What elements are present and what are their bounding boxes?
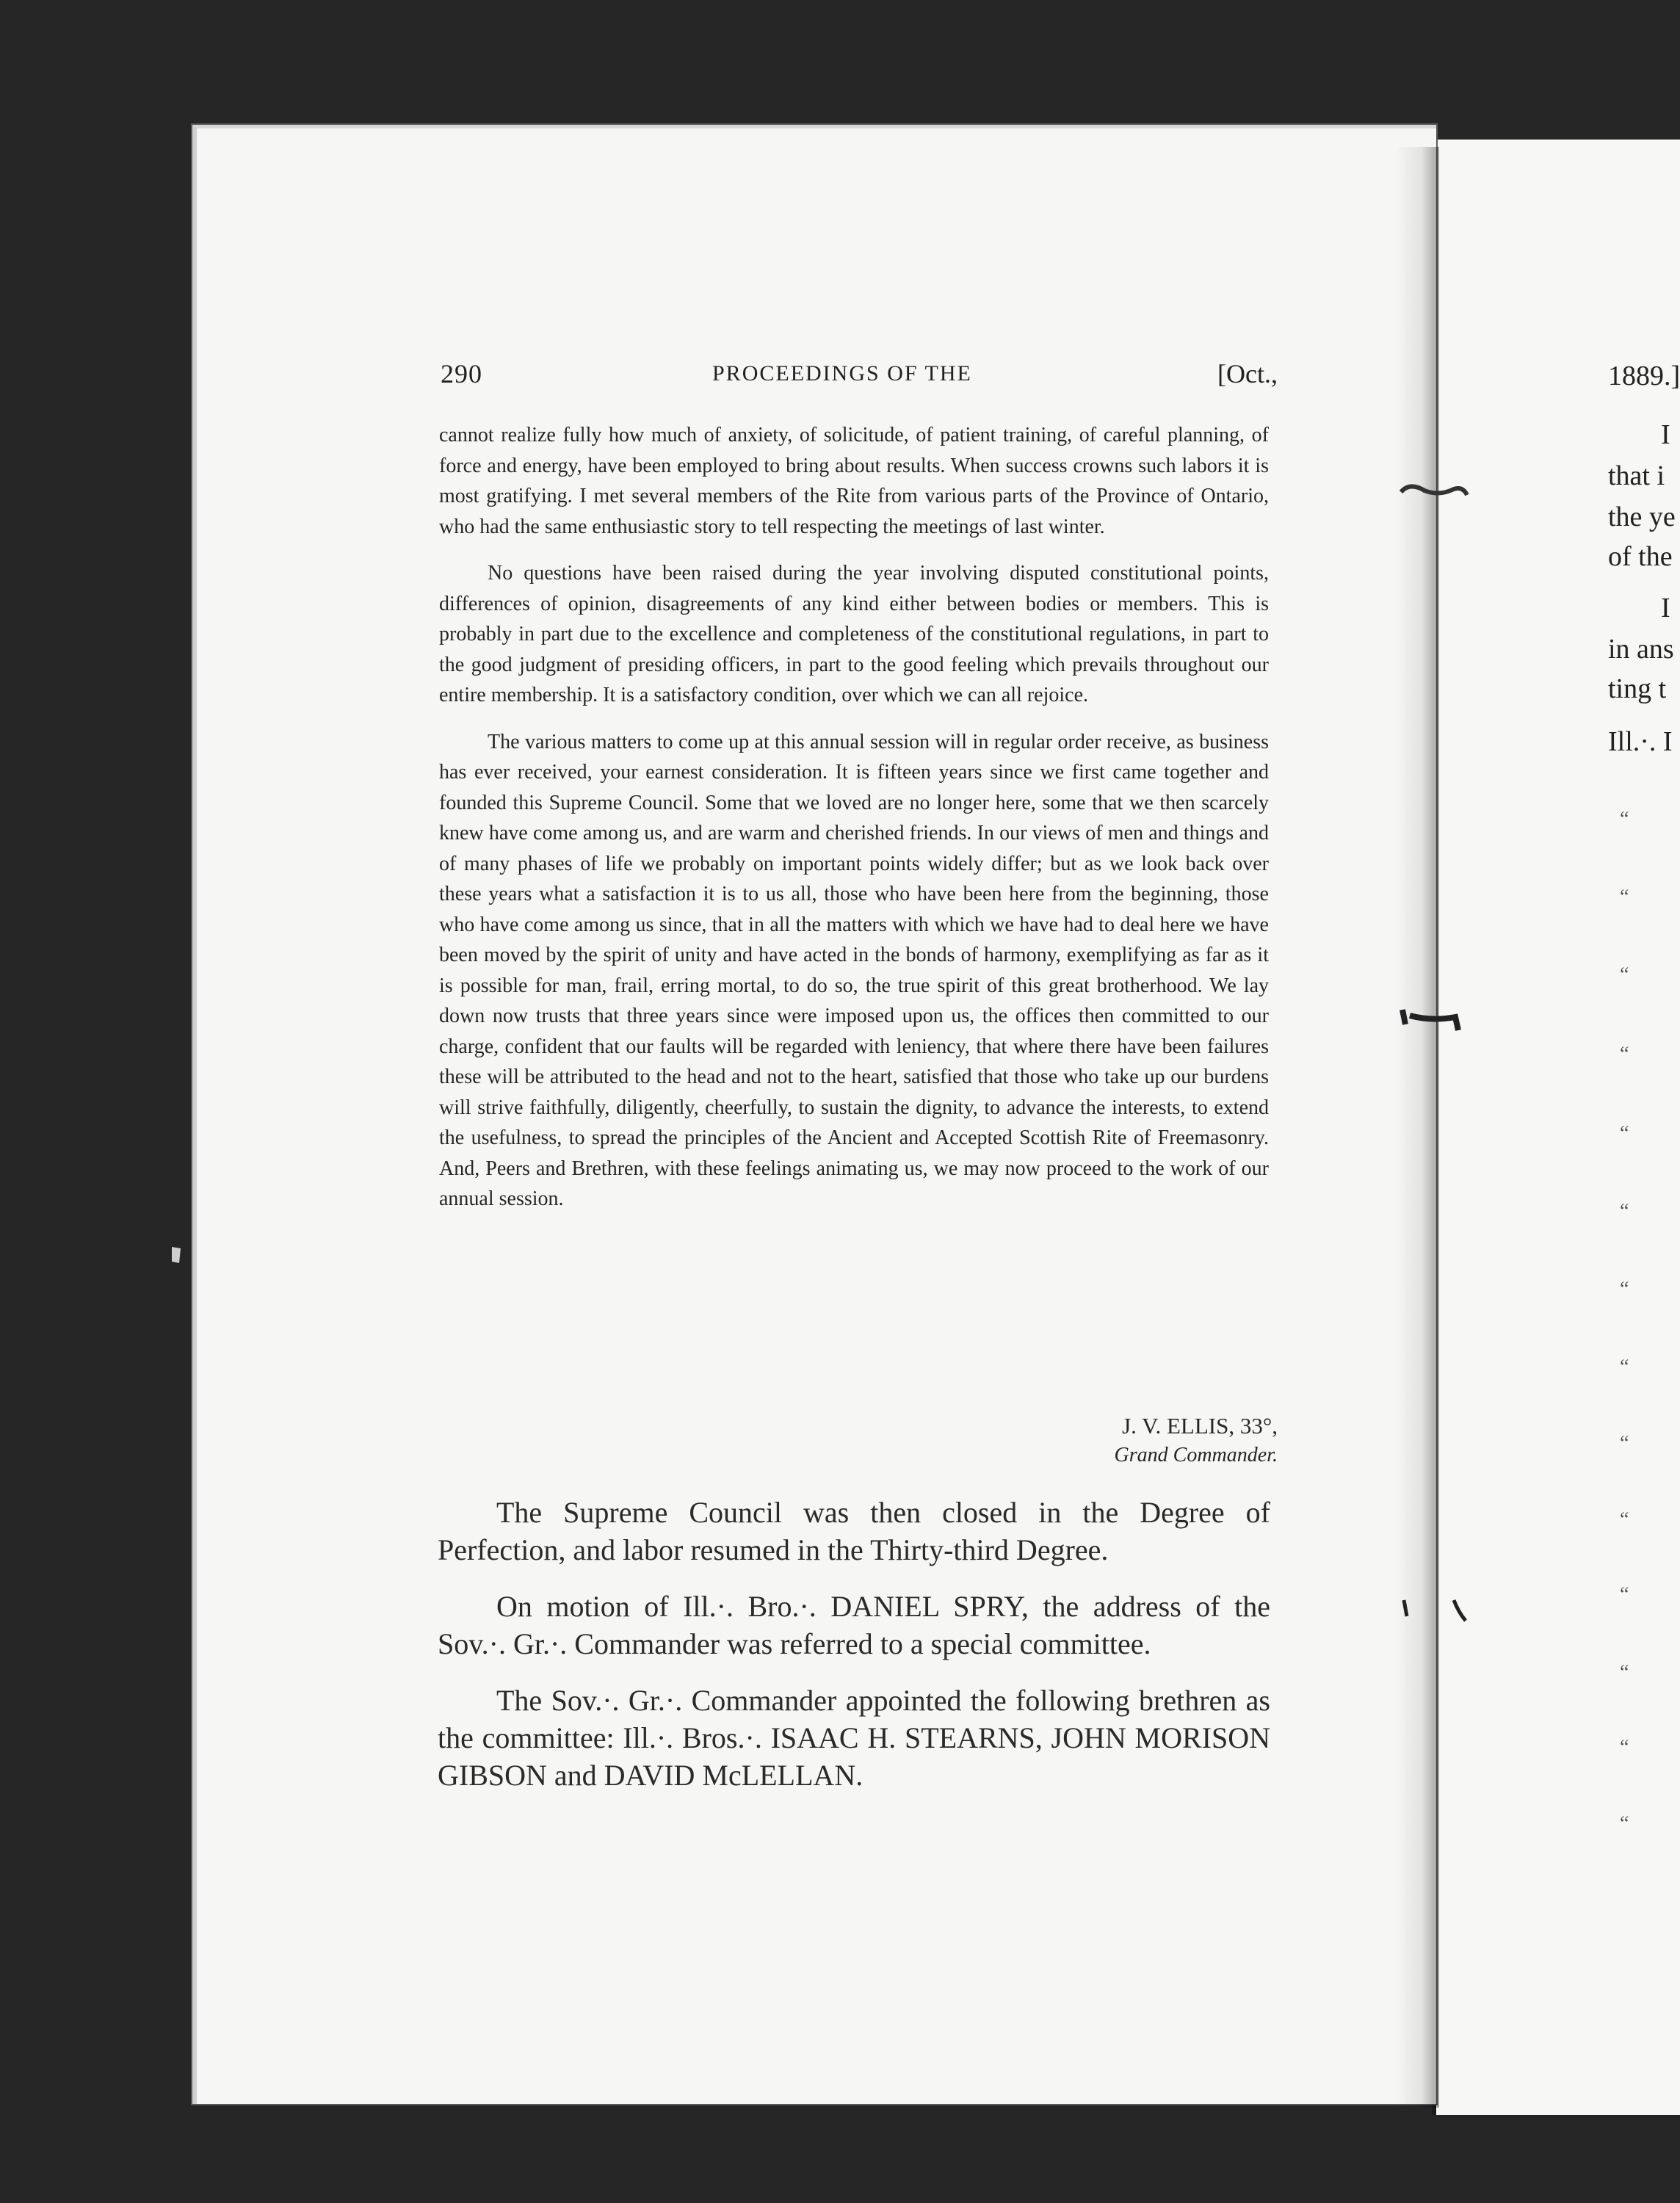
page-header [441, 358, 1278, 395]
signature-name: J. V. ELLIS, 33°, [1122, 1413, 1278, 1439]
ditto-mark: “ [1620, 1812, 1629, 1835]
facing-page [1432, 140, 1680, 2115]
date-fragment: [Oct., [1217, 359, 1278, 388]
binding-thread-mark [1395, 470, 1483, 514]
right-header: 1889.] [1608, 361, 1680, 391]
binding-thread-mark [1395, 995, 1483, 1039]
right-line: Ill.·. I [1608, 726, 1673, 757]
right-line: the ye [1608, 502, 1676, 532]
paragraph: On motion of Ill.·. Bro.·. DANIEL SPRY, the address of the Sov.·. Gr.·. Commander was referred to a special committee. [438, 1590, 1270, 1660]
ditto-mark: “ [1620, 886, 1629, 908]
ditto-mark: “ [1620, 1043, 1629, 1066]
paragraph: cannot realize fully how much of anxiety, of solicitude, of patient training, of careful planning, of force and energy, have been employed to bring about results. When success crowns such labors it is most gratifying. I met several members of the Rite from various parts of the Province of Ontario, who had the same enthusiastic story to tell respecting the meetings of last winter. [439, 424, 1269, 538]
ditto-mark: “ [1620, 1583, 1629, 1606]
paragraph: The Supreme Council was then closed in the Degree of Perfection, and labor resumed in the Thirty-third Degree. [438, 1496, 1270, 1566]
ditto-mark: “ [1620, 1661, 1629, 1684]
right-line: ting t [1608, 673, 1667, 704]
signature-title: Grand Commander. [1114, 1444, 1278, 1466]
binding-thread-mark [1395, 1590, 1483, 1634]
right-line: that i [1608, 460, 1665, 491]
ditto-mark: “ [1620, 808, 1629, 831]
right-line: of the [1608, 541, 1673, 572]
ditto-mark: “ [1620, 1736, 1629, 1759]
ditto-mark: “ [1620, 1200, 1629, 1223]
page-number: 290 [441, 359, 482, 388]
paragraph: No questions have been raised during the year involving disputed constitutional points, differences of opinion, disagreements of any kind either between bodies or members. This is probably in part due to the excellence and completeness of the constitutional regulations, in part to the good judgment of presiding officers, in part to the good feeling which prevails throughout our entire membership. It is a satisfactory condition, over which we can all rejoice. [439, 562, 1269, 706]
ditto-mark: “ [1620, 1432, 1629, 1455]
ditto-mark: “ [1620, 963, 1629, 986]
ditto-mark: “ [1620, 1278, 1629, 1301]
right-line: I [1661, 419, 1670, 450]
ditto-mark: “ [1620, 1122, 1629, 1145]
right-line: in ans [1608, 634, 1674, 665]
address-text [439, 420, 1269, 1231]
proceedings-text [438, 1494, 1270, 1813]
ditto-mark: “ [1620, 1508, 1629, 1531]
ditto-mark: “ [1620, 1356, 1629, 1378]
paragraph: The Sov.·. Gr.·. Commander appointed the following brethren as the committee: Ill.·. Bros.·. ISAAC H. STEARNS, JOHN MORISON GIBSON and DAVID McLELLAN. [438, 1684, 1270, 1792]
page-binding-shadow [1395, 147, 1439, 2108]
running-head: PROCEEDINGS OF THE [712, 361, 972, 386]
right-line: I [1661, 593, 1670, 623]
paragraph: The various matters to come up at this annual session will in regular order receive, as business has ever received, your earnest consideration. It is fifteen years since we first came together and founded this Supreme Council. Some that we loved are no longer here, some that we then scarcely knew have come among us, and are warm and cherished friends. In our views of men and things and of many phases of life we probably on important points widely differ; but as we look back over these years what a satisfaction it is to us all, those who have been here from the beginning, those who have come among us since, that in all the matters with which we have had to deal here we have been moved by the spirit of unity and have acted in the bonds of harmony, exemplifying as far as it is possible for man, frail, erring mortal, to do so, the true spirit of this great brotherhood. We lay down now trusts that three years since were imposed upon us, the offices then committed to our charge, confident that our faults will be regarded with leniency, that where there have been failures these will be attributed to the head and not to the heart, satisfied that those who take up our burdens will strive faithfully, diligently, cheerfully, to sustain the dignity, to advance the interests, to extend the usefulness, to spread the principles of the Ancient and Accepted Scottish Rite of Freemasonry. And, Peers and Brethren, with these feelings animating us, we may now proceed to the work of our annual session. [439, 730, 1269, 1210]
scan-speck [166, 1241, 188, 1270]
